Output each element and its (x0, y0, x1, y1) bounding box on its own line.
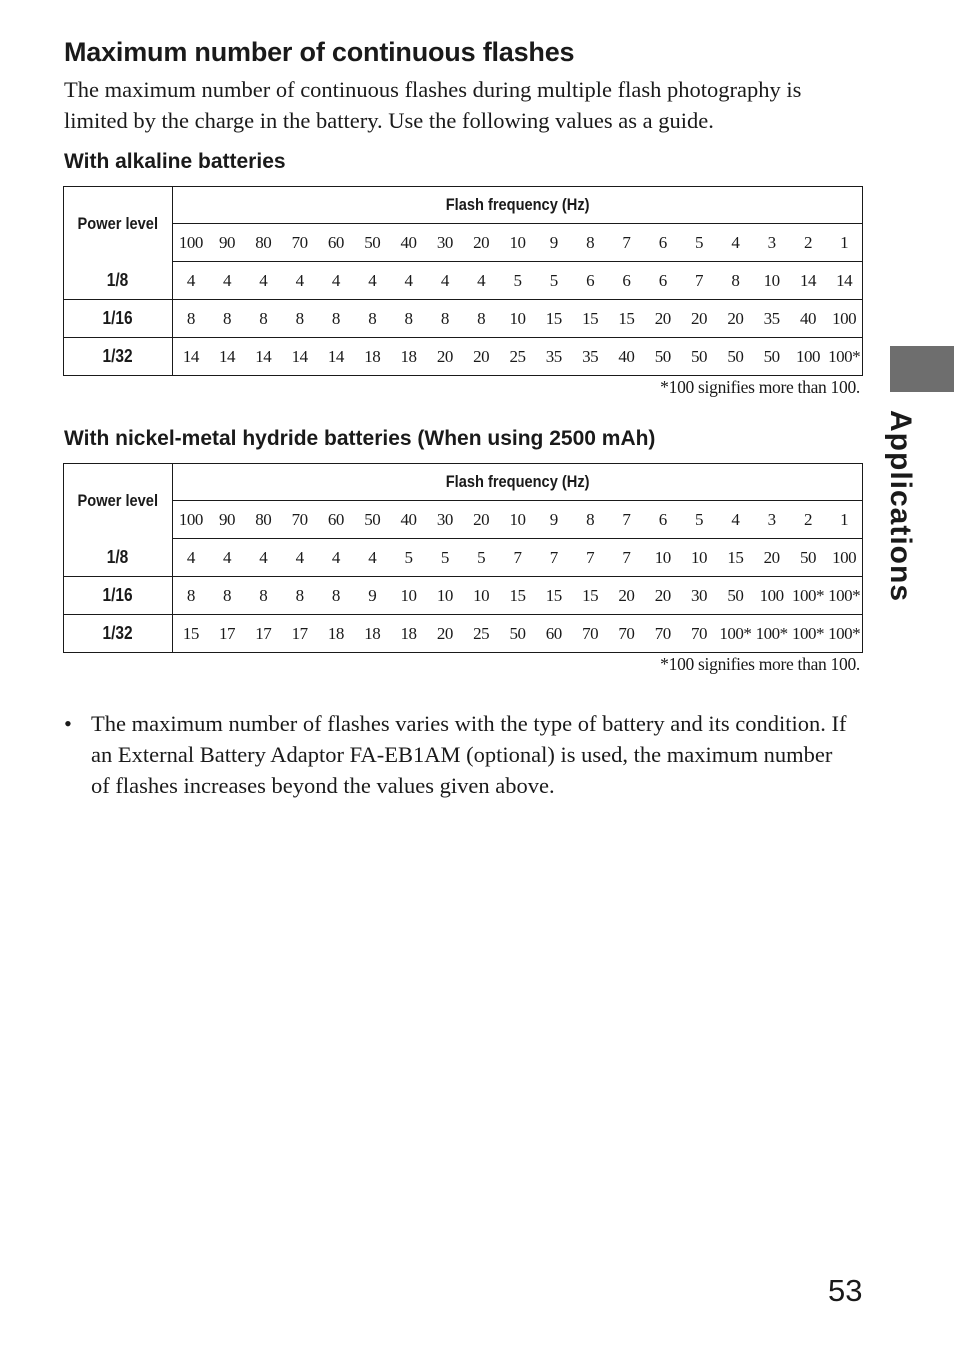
flash-count-cell: 4 (173, 539, 209, 577)
flash-count-cell: 4 (318, 539, 354, 577)
flash-count-cell: 8 (390, 300, 426, 338)
flash-count-cell: 17 (245, 615, 281, 653)
flash-count-cell: 17 (281, 615, 317, 653)
flash-count-cell: 4 (209, 539, 245, 577)
flash-count-cell: 30 (681, 577, 717, 615)
flash-count-cell: 70 (572, 615, 608, 653)
flash-count-cell: 9 (354, 577, 390, 615)
frequency-cell: 2 (790, 224, 826, 262)
flash-count-cell: 14 (245, 338, 281, 376)
flash-count-cell: 15 (572, 300, 608, 338)
flash-frequency-header: Flash frequency (Hz) (173, 464, 863, 501)
power-level-cell: 1/32 (64, 338, 173, 376)
frequency-cell: 4 (717, 224, 753, 262)
frequency-cell: 100 (173, 224, 209, 262)
frequency-cell: 60 (318, 501, 354, 539)
flash-count-cell: 8 (281, 577, 317, 615)
flash-count-cell: 8 (318, 300, 354, 338)
flash-count-cell: 8 (245, 300, 281, 338)
frequency-cell: 30 (427, 224, 463, 262)
flash-count-cell: 17 (209, 615, 245, 653)
frequency-cell: 40 (390, 501, 426, 539)
flash-count-cell: 7 (681, 262, 717, 300)
flash-count-cell: 8 (209, 577, 245, 615)
frequency-cell: 30 (427, 501, 463, 539)
flash-count-cell: 4 (209, 262, 245, 300)
flash-count-cell: 7 (499, 539, 535, 577)
flash-count-cell: 20 (463, 338, 499, 376)
flash-count-cell: 7 (572, 539, 608, 577)
power-level-cell: 1/8 (64, 539, 173, 577)
flash-count-cell: 7 (536, 539, 572, 577)
flash-count-cell: 5 (536, 262, 572, 300)
intro-paragraph: The maximum number of continuous flashes during multiple flash photography is limited by the charge in the battery. Use the following values as a guide. (64, 77, 802, 133)
flash-count-cell: 100* (717, 615, 753, 653)
power-level-header: Power level (64, 187, 173, 262)
flash-count-cell: 50 (717, 577, 753, 615)
flash-count-cell: 5 (427, 539, 463, 577)
flash-count-cell: 50 (790, 539, 826, 577)
power-level-header: Power level (64, 464, 173, 539)
alkaline-footnote: *100 signifies more than 100. (660, 377, 860, 397)
alkaline-heading: With alkaline batteries (64, 150, 286, 173)
flash-count-cell: 25 (463, 615, 499, 653)
table-row (64, 577, 863, 615)
frequency-cell: 70 (281, 224, 317, 262)
flash-count-cell: 40 (790, 300, 826, 338)
flash-count-cell: 20 (645, 300, 681, 338)
frequency-cell: 8 (572, 501, 608, 539)
frequency-cell: 2 (790, 501, 826, 539)
frequency-cell: 3 (754, 501, 790, 539)
flash-count-cell: 70 (645, 615, 681, 653)
frequency-cell: 10 (499, 501, 535, 539)
flash-count-cell: 60 (536, 615, 572, 653)
flash-count-cell: 15 (536, 577, 572, 615)
flash-count-cell: 100* (826, 338, 862, 376)
flash-count-cell: 8 (209, 300, 245, 338)
flash-count-cell: 5 (390, 539, 426, 577)
frequency-cell: 60 (318, 224, 354, 262)
table-row (64, 300, 863, 338)
bullet-note (64, 708, 854, 801)
frequency-cell: 40 (390, 224, 426, 262)
flash-count-cell: 4 (245, 539, 281, 577)
flash-count-cell: 5 (499, 262, 535, 300)
flash-count-cell: 35 (754, 300, 790, 338)
flash-count-cell: 8 (281, 300, 317, 338)
flash-count-cell: 8 (427, 300, 463, 338)
flash-count-cell: 35 (536, 338, 572, 376)
frequency-cell: 9 (536, 501, 572, 539)
flash-count-cell: 4 (390, 262, 426, 300)
section-tab-marker (890, 346, 954, 392)
alkaline-flash-table (63, 186, 863, 376)
flash-count-cell: 6 (645, 262, 681, 300)
frequency-cell: 90 (209, 501, 245, 539)
flash-count-cell: 50 (499, 615, 535, 653)
frequency-cell: 90 (209, 224, 245, 262)
flash-count-cell: 10 (463, 577, 499, 615)
flash-count-cell: 100* (790, 577, 826, 615)
flash-count-cell: 18 (390, 338, 426, 376)
flash-count-cell: 4 (354, 539, 390, 577)
flash-count-cell: 8 (717, 262, 753, 300)
flash-count-cell: 50 (754, 338, 790, 376)
flash-count-cell: 14 (209, 338, 245, 376)
flash-count-cell: 4 (281, 539, 317, 577)
frequency-cell: 50 (354, 501, 390, 539)
table-row (64, 338, 863, 376)
flash-count-cell: 100 (826, 539, 862, 577)
table-row (64, 539, 863, 577)
flash-count-cell: 14 (318, 338, 354, 376)
frequency-cell: 1 (826, 501, 862, 539)
table-row (64, 615, 863, 653)
flash-count-cell: 7 (608, 539, 644, 577)
power-level-cell: 1/16 (64, 577, 173, 615)
flash-count-cell: 15 (173, 615, 209, 653)
flash-count-cell: 18 (318, 615, 354, 653)
frequency-cell: 8 (572, 224, 608, 262)
flash-count-cell: 20 (608, 577, 644, 615)
flash-count-cell: 18 (354, 338, 390, 376)
flash-count-cell: 100* (826, 577, 862, 615)
frequency-cell: 20 (463, 501, 499, 539)
frequency-cell: 7 (608, 224, 644, 262)
frequency-cell: 3 (754, 224, 790, 262)
flash-count-cell: 8 (173, 577, 209, 615)
flash-count-cell: 6 (608, 262, 644, 300)
flash-count-cell: 100* (754, 615, 790, 653)
flash-count-cell: 4 (173, 262, 209, 300)
flash-count-cell: 50 (645, 338, 681, 376)
flash-count-cell: 10 (645, 539, 681, 577)
frequency-cell: 9 (536, 224, 572, 262)
frequency-cell: 6 (645, 224, 681, 262)
flash-count-cell: 20 (427, 338, 463, 376)
flash-count-cell: 100* (790, 615, 826, 653)
page-number: 53 (828, 1273, 863, 1308)
flash-count-cell: 70 (681, 615, 717, 653)
flash-count-cell: 10 (499, 300, 535, 338)
flash-count-cell: 50 (681, 338, 717, 376)
frequency-cell: 80 (245, 501, 281, 539)
flash-count-cell: 6 (572, 262, 608, 300)
flash-count-cell: 25 (499, 338, 535, 376)
power-level-cell: 1/8 (64, 262, 173, 300)
flash-count-cell: 70 (608, 615, 644, 653)
flash-count-cell: 10 (754, 262, 790, 300)
page-title: Maximum number of continuous flashes (64, 37, 575, 67)
flash-count-cell: 8 (354, 300, 390, 338)
flash-frequency-header: Flash frequency (Hz) (173, 187, 863, 224)
flash-count-cell: 35 (572, 338, 608, 376)
flash-count-cell: 20 (645, 577, 681, 615)
flash-count-cell: 5 (463, 539, 499, 577)
flash-count-cell: 15 (717, 539, 753, 577)
frequency-cell: 4 (717, 501, 753, 539)
flash-count-cell: 8 (318, 577, 354, 615)
flash-count-cell: 15 (499, 577, 535, 615)
flash-count-cell: 15 (536, 300, 572, 338)
flash-count-cell: 4 (427, 262, 463, 300)
bullet-symbol: • (64, 711, 72, 736)
power-level-cell: 1/16 (64, 300, 173, 338)
flash-count-cell: 20 (681, 300, 717, 338)
flash-count-cell: 4 (245, 262, 281, 300)
frequency-cell: 80 (245, 224, 281, 262)
flash-count-cell: 20 (717, 300, 753, 338)
frequency-cell: 20 (463, 224, 499, 262)
flash-count-cell: 15 (608, 300, 644, 338)
flash-count-cell: 100* (826, 615, 862, 653)
flash-count-cell: 18 (390, 615, 426, 653)
flash-count-cell: 20 (427, 615, 463, 653)
flash-count-cell: 8 (173, 300, 209, 338)
flash-count-cell: 8 (245, 577, 281, 615)
power-level-cell: 1/32 (64, 615, 173, 653)
flash-count-cell: 10 (390, 577, 426, 615)
section-tab-label: Applications (884, 410, 917, 603)
flash-count-cell: 4 (354, 262, 390, 300)
flash-count-cell: 100 (754, 577, 790, 615)
nimh-footnote: *100 signifies more than 100. (660, 654, 860, 674)
nimh-heading: With nickel-metal hydride batteries (When using 2500 mAh) (64, 427, 656, 450)
flash-count-cell: 50 (717, 338, 753, 376)
frequency-cell: 6 (645, 501, 681, 539)
flash-count-cell: 4 (281, 262, 317, 300)
frequency-cell: 5 (681, 501, 717, 539)
table-row (64, 262, 863, 300)
flash-count-cell: 10 (427, 577, 463, 615)
flash-count-cell: 14 (281, 338, 317, 376)
flash-count-cell: 40 (608, 338, 644, 376)
flash-count-cell: 20 (754, 539, 790, 577)
flash-count-cell: 4 (463, 262, 499, 300)
frequency-cell: 100 (173, 501, 209, 539)
flash-count-cell: 4 (318, 262, 354, 300)
bullet-text: The maximum number of flashes varies with the type of battery and its condition. If an External Battery Adaptor FA-EB1AM (optional) is used, the maximum number of flashes increases beyond the values given above. (91, 711, 847, 798)
flash-count-cell: 18 (354, 615, 390, 653)
frequency-cell: 7 (608, 501, 644, 539)
frequency-cell: 50 (354, 224, 390, 262)
flash-count-cell: 10 (681, 539, 717, 577)
flash-count-cell: 100 (790, 338, 826, 376)
flash-count-cell: 14 (790, 262, 826, 300)
nimh-flash-table (63, 463, 863, 653)
frequency-cell: 5 (681, 224, 717, 262)
flash-count-cell: 8 (463, 300, 499, 338)
flash-count-cell: 100 (826, 300, 862, 338)
frequency-cell: 1 (826, 224, 862, 262)
frequency-cell: 10 (499, 224, 535, 262)
flash-count-cell: 14 (826, 262, 862, 300)
flash-count-cell: 15 (572, 577, 608, 615)
flash-count-cell: 14 (173, 338, 209, 376)
frequency-cell: 70 (281, 501, 317, 539)
